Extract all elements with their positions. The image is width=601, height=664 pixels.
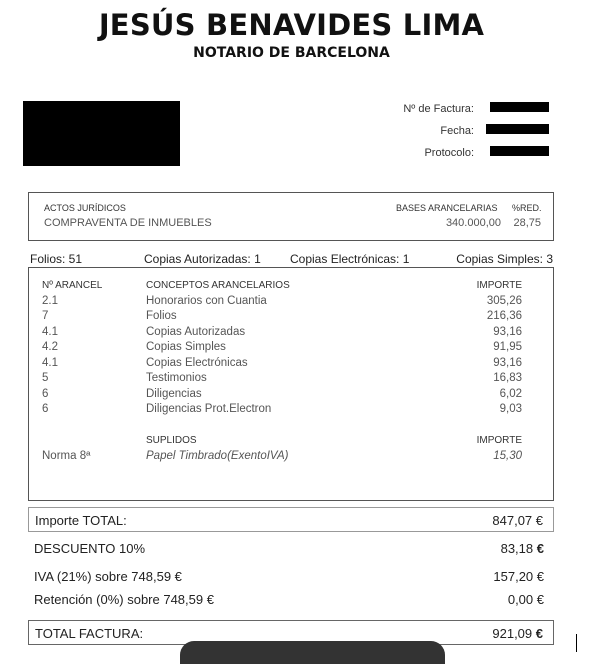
table-row [42, 387, 522, 403]
retencion-value: 0,00 € [507, 592, 544, 607]
notary-subtitle: NOTARIO DE BARCELONA [193, 45, 390, 61]
concepto-cell: Diligencias [146, 387, 202, 400]
table-row [42, 356, 522, 372]
suplido-importe: 15,30 [493, 449, 522, 462]
table-row [42, 371, 522, 387]
concepto-cell: Copias Simples [146, 341, 226, 353]
euro-sign: € [536, 541, 544, 556]
suplidos-header: SUPLIDOS [146, 435, 197, 446]
retencion-label: Retención (0%) sobre 748,59 € [34, 592, 214, 607]
copias-simples-count: Copias Simples: 3 [456, 252, 553, 266]
importe-total-label: Importe TOTAL: [35, 513, 127, 528]
arancel-cell: 4.1 [42, 356, 58, 369]
invoice-number-label: Nº de Factura: [403, 103, 474, 115]
text-cursor [576, 634, 577, 652]
bottom-overlay-bar [180, 641, 445, 664]
total-factura-value [492, 626, 543, 641]
total-factura-label: TOTAL FACTURA: [35, 626, 144, 641]
iva-value: 157,20 € [493, 569, 544, 584]
redacted-date [486, 124, 549, 134]
concepto-header: CONCEPTOS ARANCELARIOS [146, 280, 290, 291]
suplidos-header-row [42, 433, 522, 449]
concepts-box [28, 267, 554, 501]
importe-cell: 6,02 [499, 387, 522, 400]
table-row [42, 340, 522, 356]
arancel-cell: 7 [42, 310, 49, 322]
acts-box [28, 192, 554, 241]
bases-header: BASES ARANCELARIAS [396, 203, 498, 213]
act-base: 340.000,00 [445, 217, 501, 229]
folios-count: Folios: 51 [30, 252, 83, 266]
red-header: %RED. [512, 203, 542, 213]
arancel-cell: 4.1 [42, 325, 58, 338]
importe-cell: 93,16 [493, 325, 522, 338]
act-red: 28,75 [513, 217, 541, 229]
concepto-cell: Copias Electrónicas [146, 356, 248, 369]
arancel-cell: 4.2 [42, 341, 58, 353]
importe-cell: 216,36 [486, 310, 522, 322]
importe-cell: 9,03 [499, 403, 522, 415]
importe-header: IMPORTE [476, 280, 522, 291]
redacted-invoice-number [490, 102, 549, 112]
arancel-cell: 6 [42, 403, 49, 415]
importe-cell: 305,26 [486, 294, 522, 307]
arancel-cell: 2.1 [42, 294, 58, 307]
total-factura-amount: 921,09 [492, 626, 533, 641]
act-description: COMPRAVENTA DE INMUEBLES [44, 217, 212, 229]
descuento-label: DESCUENTO 10% [34, 541, 146, 556]
date-label: Fecha: [440, 125, 474, 137]
table-row [42, 294, 522, 310]
importe-cell: 16,83 [493, 372, 522, 384]
arancel-cell: 5 [42, 372, 49, 384]
table-row [42, 402, 522, 418]
copias-autorizadas-count: Copias Autorizadas: 1 [144, 252, 261, 266]
iva-label: IVA (21%) sobre 748,59 € [34, 569, 182, 584]
importe-cell: 93,16 [493, 356, 522, 369]
euro-sign: € [535, 626, 543, 641]
importe-total-box [28, 507, 554, 532]
copias-electronicas-count: Copias Electrónicas: 1 [290, 252, 410, 266]
importe-total-value: 847,07 € [492, 513, 543, 528]
arancel-cell: 6 [42, 387, 49, 400]
suplidos-importe-header: IMPORTE [476, 435, 522, 446]
concepts-header-row [42, 278, 522, 294]
importe-cell: 91,95 [493, 341, 522, 353]
table-row [42, 309, 522, 325]
table-row [42, 449, 522, 465]
descuento-value [501, 541, 544, 556]
protocol-label: Protocolo: [424, 147, 474, 159]
concepto-cell: Diligencias Prot.Electron [146, 403, 272, 415]
redacted-protocol [490, 146, 549, 156]
acts-header: ACTOS JURÍDICOS [44, 203, 126, 213]
suplido-norma: Norma 8ª [42, 449, 91, 462]
descuento-amount: 83,18 [500, 541, 534, 556]
concepto-cell: Honorarios con Cuantia [146, 294, 267, 307]
concepto-cell: Folios [146, 310, 177, 322]
concepts-table [42, 278, 522, 464]
concepto-cell: Copias Autorizadas [146, 325, 246, 338]
table-row [42, 325, 522, 341]
arancel-header: Nº ARANCEL [42, 280, 103, 291]
redacted-client-block [23, 101, 180, 166]
concepto-cell: Testimonios [146, 372, 207, 384]
suplido-concepto: Papel Timbrado(ExentoIVA) [146, 449, 289, 462]
notary-name: JESÚS BENAVIDES LIMA [98, 8, 485, 42]
